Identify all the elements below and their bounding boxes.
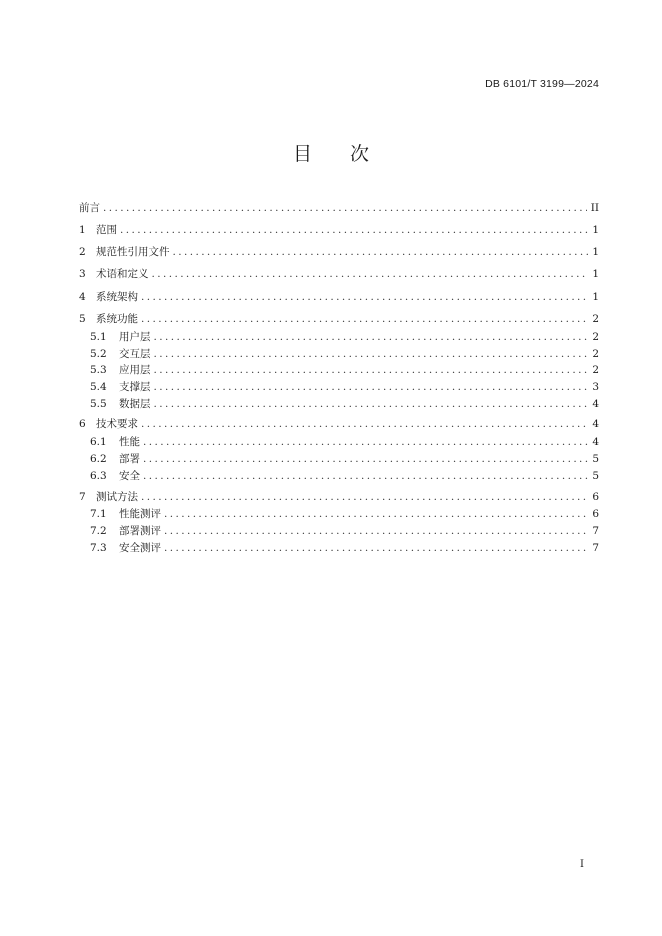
toc-entry-label: 部署: [119, 453, 140, 465]
page-title: [0, 139, 662, 166]
toc-entry-number: 7: [79, 491, 86, 503]
toc-dot-leader: [143, 451, 588, 467]
toc-entry-page: 5: [592, 453, 599, 465]
toc-entry-page: 1: [592, 246, 599, 258]
toc-entry-page: 4: [592, 398, 599, 410]
toc-entry-5[interactable]: [79, 311, 599, 327]
toc-dot-leader: [164, 540, 588, 556]
toc-entry-label: 安全测评: [119, 542, 161, 554]
document-code: DB 6101/T 3199—2024: [485, 78, 599, 90]
toc-entry-5-3[interactable]: [79, 362, 599, 378]
toc-entry-page: 3: [592, 381, 599, 393]
toc-dot-leader: [152, 266, 589, 282]
toc-entry-page: 5: [592, 470, 599, 482]
toc-entry-label: 性能: [119, 436, 140, 448]
toc-dot-leader: [164, 506, 588, 522]
toc-entry-page: 7: [592, 542, 599, 554]
toc-entry-page: 2: [592, 331, 599, 343]
toc-entry-page: 2: [592, 313, 599, 325]
toc-dot-leader: [143, 468, 588, 484]
toc-entry-number: 5.1: [90, 331, 107, 343]
page-number: I: [580, 859, 584, 870]
toc-dot-leader: [154, 362, 589, 378]
toc-dot-leader: [173, 244, 589, 260]
toc-entry-label: 应用层: [119, 364, 151, 376]
toc-entry-4[interactable]: [79, 289, 599, 305]
toc-dot-leader: [103, 200, 587, 216]
toc-entry-label: 系统功能: [96, 313, 138, 325]
toc-entry-number: 3: [79, 268, 86, 280]
toc-entry-label: 用户层: [119, 331, 151, 343]
toc-entry-label: 测试方法: [96, 491, 138, 503]
toc-entry-label: 系统架构: [96, 291, 138, 303]
toc-entry-page: 6: [592, 508, 599, 520]
toc-entry-number: 5.5: [90, 398, 107, 410]
toc-entry-foreword[interactable]: [79, 200, 599, 216]
toc-entry-number: 6.3: [90, 470, 107, 482]
toc-entry-1[interactable]: [79, 222, 599, 238]
toc-entry-label: 支撑层: [119, 381, 151, 393]
toc-dot-leader: [154, 379, 589, 395]
toc-entry-3[interactable]: [79, 266, 599, 282]
toc-entry-number: 6.2: [90, 453, 107, 465]
toc-entry-number: 4: [79, 291, 86, 303]
toc-entry-7[interactable]: [79, 489, 599, 505]
toc-entry-6[interactable]: [79, 416, 599, 432]
toc-entry-label: 前言: [79, 202, 100, 214]
toc-entry-5-4[interactable]: [79, 379, 599, 395]
toc-dot-leader: [164, 523, 588, 539]
toc-entry-7-3[interactable]: [79, 540, 599, 556]
toc-entry-page: 2: [592, 364, 599, 376]
toc-dot-leader: [141, 416, 588, 432]
title-char-2: 次: [350, 143, 370, 165]
toc-entry-6-2[interactable]: [79, 451, 599, 467]
toc-entry-page: 1: [592, 291, 599, 303]
toc-entry-6-1[interactable]: [79, 434, 599, 450]
toc-entry-page: 7: [592, 525, 599, 537]
toc-entry-label: 规范性引用文件: [96, 246, 170, 258]
toc-entry-6-3[interactable]: [79, 468, 599, 484]
toc-entry-number: 6.1: [90, 436, 107, 448]
toc-entry-5-1[interactable]: [79, 329, 599, 345]
toc-entry-2[interactable]: [79, 244, 599, 260]
toc-entry-page: 6: [592, 491, 599, 503]
toc-entry-number: 7.1: [90, 508, 107, 520]
toc-dot-leader: [141, 489, 588, 505]
toc-entry-7-2[interactable]: [79, 523, 599, 539]
toc-entry-number: 7.2: [90, 525, 107, 537]
toc-entry-label: 性能测评: [119, 508, 161, 520]
toc-dot-leader: [141, 311, 588, 327]
toc-entry-page: II: [590, 202, 599, 214]
toc-dot-leader: [141, 289, 588, 305]
toc-entry-number: 7.3: [90, 542, 107, 554]
toc-entry-5-2[interactable]: [79, 346, 599, 362]
toc-entry-page: 2: [592, 348, 599, 360]
toc-entry-label: 部署测评: [119, 525, 161, 537]
toc-entry-label: 术语和定义: [96, 268, 149, 280]
toc-entry-label: 安全: [119, 470, 140, 482]
toc-dot-leader: [120, 222, 588, 238]
toc-entry-number: 5: [79, 313, 86, 325]
toc-entry-number: 1: [79, 224, 86, 236]
toc-entry-page: 4: [592, 418, 599, 430]
toc-entry-label: 交互层: [119, 348, 151, 360]
toc-entry-number: 6: [79, 418, 86, 430]
toc-entry-page: 1: [592, 224, 599, 236]
toc-entry-number: 5.3: [90, 364, 107, 376]
toc-entry-number: 2: [79, 246, 86, 258]
toc-entry-number: 5.4: [90, 381, 107, 393]
toc-entry-7-1[interactable]: [79, 506, 599, 522]
toc-dot-leader: [154, 346, 589, 362]
toc-entry-label: 技术要求: [96, 418, 138, 430]
title-char-1: 目: [292, 143, 312, 165]
toc-entry-page: 4: [592, 436, 599, 448]
toc-dot-leader: [154, 329, 589, 345]
toc-entry-page: 1: [592, 268, 599, 280]
toc-entry-number: 5.2: [90, 348, 107, 360]
toc-entry-label: 数据层: [119, 398, 151, 410]
toc-entry-label: 范围: [96, 224, 117, 236]
toc-entry-5-5[interactable]: [79, 396, 599, 412]
toc-dot-leader: [154, 396, 589, 412]
toc-dot-leader: [143, 434, 588, 450]
